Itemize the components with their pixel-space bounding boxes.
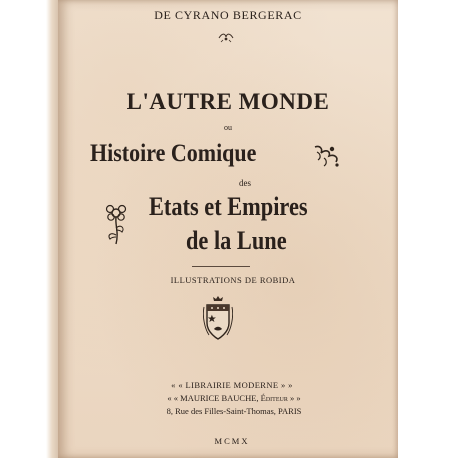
author-line: DE CYRANO BERGERAC [154,8,302,22]
title-line-2: Histoire Comique [90,140,257,167]
conjunction-des: des [239,178,251,188]
book-spine-shadow [0,0,62,458]
flower-icon [102,202,130,251]
heraldic-shield-icon [203,295,233,348]
publisher-line-1: « « LIBRAIRIE MODERNE » » [171,380,293,390]
publication-year: MCMX [214,436,250,446]
publisher-line-2: « « MAURICE BAUCHE, Éditeur » » [167,393,301,403]
floral-vignette-icon [312,143,342,174]
illustrations-credit: ILLUSTRATIONS DE ROBIDA [170,275,296,285]
publisher-address: 8, Rue des Filles-Saint-Thomas, PARIS [166,406,302,416]
conjunction-ou: ou [224,123,232,132]
divider-rule [192,266,250,267]
page-margin-right [398,0,458,458]
title-line-1: L'AUTRE MONDE [126,89,330,114]
fleuron-icon [217,31,235,46]
title-line-4: de la Lune [186,226,287,255]
title-line-3: Etats et Empires [149,192,308,221]
title-page [58,0,398,458]
